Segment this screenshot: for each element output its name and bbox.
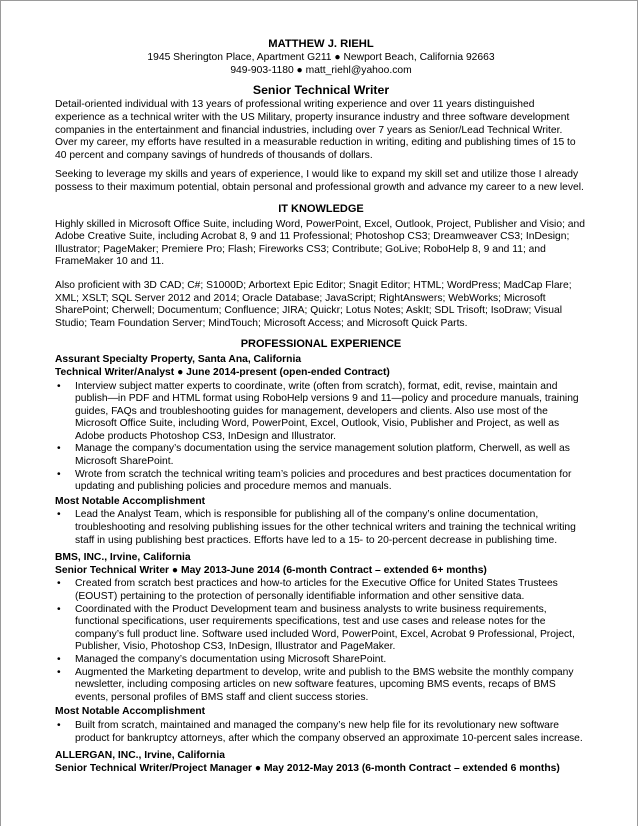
job-title: Senior Technical Writer — [252, 83, 390, 98]
accomplishments-list — [55, 509, 587, 547]
it-knowledge-heading: IT KNOWLEDGE — [278, 202, 364, 215]
job-role: Senior Technical Writer ● May 2013-June 2014 (6-month Contract – extended 6+ months) — [55, 564, 487, 576]
list-item: • Wrote from scratch the technical writing team’s policies and procedures and best practices documentation for updating and publishing policies and procedure memos and manuals. — [57, 468, 572, 493]
job-entry-allergan — [55, 750, 587, 775]
experience-heading: PROFESSIONAL EXPERIENCE — [240, 338, 402, 351]
accomplishment-heading: Most Notable Accomplishment — [55, 706, 206, 718]
employer-name: BMS, INC., Irvine, California — [55, 552, 191, 564]
list-item: • Lead the Analyst Team, which is responsible for publishing all of the company’s online documentation, troubleshooting and resolving publishing issues for the other technical writers and training the technical writing staff in using publishing best practices. Efforts have led to a 15- to 20-percent decrease in publishing time. — [57, 509, 576, 546]
bullet-icon: • — [57, 380, 61, 392]
job-entry-bms — [55, 552, 587, 745]
job-role: Senior Technical Writer/Project Manager ● May 2012-May 2013 (6-month Contract – extended 6 months) — [55, 762, 560, 774]
list-item: • Interview subject matter experts to coordinate, write (often from scratch), format, edit, revise, maintain and publish—in PDF and HTML format using RoboHelp versions 9 and 11—policy and procedure manuals, training guides, FAQs and troubleshooting guides for management, developers and clients. Also use most of the Microsoft Office Suite, including Word, PowerPoint, Excel, Outlook, Visio, Publisher and Project, as well as Adobe products Photoshop CS3, InDesign and Illustrator. — [57, 380, 579, 442]
summary-paragraph-1: Detail-oriented individual with 13 years of professional writing experience and over 11 years distinguished experience as a technical writer with the US Military, property insurance industry and three software development companies in the entertainment and financial industries, including over 7 years as Senior/Lead Technical Writer. Over my career, my efforts have resulted in a measurable reduction in writing, editing and publishing times of 15 to 40 percent and company savings of hundreds of thousands of dollars. — [55, 99, 576, 161]
accomplishment-heading: Most Notable Accomplishment — [55, 495, 206, 507]
bullet-icon: • — [57, 666, 61, 678]
accomplishments-list — [55, 720, 587, 745]
employer-name: ALLERGAN, INC., Irvine, California — [55, 750, 225, 762]
bullet-icon: • — [57, 443, 61, 455]
bullet-icon: • — [57, 719, 61, 731]
bullet-icon: • — [57, 468, 61, 480]
bullet-icon: • — [57, 578, 61, 590]
address-line: 1945 Sherington Place, Apartment G211 ● Newport Beach, California 92663 — [147, 52, 495, 63]
job-entry-assurant — [55, 354, 587, 547]
employer-name: Assurant Specialty Property, Santa Ana, California — [55, 354, 302, 366]
bullet-icon: • — [57, 509, 61, 521]
job-role: Technical Writer/Analyst ● June 2014-present (open-ended Contract) — [55, 366, 390, 378]
list-item: • Managed the company’s documentation using Microsoft SharePoint. — [57, 653, 387, 665]
duties-list — [55, 578, 587, 704]
phone-email-line: 949-903-1180 ● matt_riehl@yahoo.com — [230, 65, 412, 77]
duties-list — [55, 381, 587, 494]
list-item: • Built from scratch, maintained and managed the company’s new help file for its revolutionary new software product for bankruptcy attorneys, after which the company observed an approximate 10-percent sales increase. — [57, 719, 583, 744]
bullet-icon: • — [57, 603, 61, 615]
resume-content — [55, 37, 587, 776]
it-skills-paragraph-1: Highly skilled in Microsoft Office Suite, including Word, PowerPoint, Excel, Outlook, Project, Publisher and Visio; and Adobe Creative Suite, including Acrobat 8, 9 and 11 Professional; Photoshop CS3; Dreamweaver CS3; InDesign; Illustrator; PageMaker; Premiere Pro; Flash; Fireworks CS3; Contribute; GoLive; RoboHelp 8, 9 and 11; and FrameMaker 10 and 11. — [55, 218, 585, 268]
list-item: • Created from scratch best practices and how-to articles for the Executive Office for United States Trustees (EOUST) pertaining to the protection of personally identifiable information and other sensitive data. — [57, 578, 558, 602]
list-item: • Coordinated with the Product Development team and business analysts to write business requirements, functional specifications, user requirements specifications, test and use cases and release notes for the company’s full product line. Software used included Word, PowerPoint, Excel, Acrobat 9 Professional, Project, Publisher, Visio, Photoshop CS3, InDesign, Illustrator and PageMaker. — [57, 603, 575, 653]
list-item: • Manage the company’s documentation using the service management solution platform, Cherwell, as well as Microsoft SharePoint. — [57, 443, 570, 468]
bullet-icon: • — [57, 653, 61, 665]
list-item: • Augmented the Marketing department to develop, write and publish to the BMS website the monthly company newsletter, including composing articles on new software features, upcoming BMS events, recaps of BMS events, personal profiles of BMS staff and client success stories. — [57, 666, 574, 703]
it-skills-paragraph-2: Also proficient with 3D CAD; C#; S1000D; Arbortext Epic Editor; Snagit Editor; HTML; WordPress; MadCap Flare; XML; XSLT; SQL Server 2012 and 2014; Oracle Database; JavaScript; RightAnswers; WebWorks; Microsoft SharePoint; Cherwell; Documentum; Confluence; JIRA; Quickr; Lotus Notes; AskIt; SDL Trisoft; IsoDraw; Visual Studio; Team Foundation Server; MindTouch; Microsoft Access; and Microsoft Quick Parts. — [55, 279, 572, 329]
summary-paragraph-2: Seeking to leverage my skills and years of experience, I would like to expand my skill set and utilize those I already possess to their maximum potential, obtain personal and professional growth and advance my career to a new level. — [55, 169, 584, 193]
candidate-name: MATTHEW J. RIEHL — [268, 38, 374, 50]
